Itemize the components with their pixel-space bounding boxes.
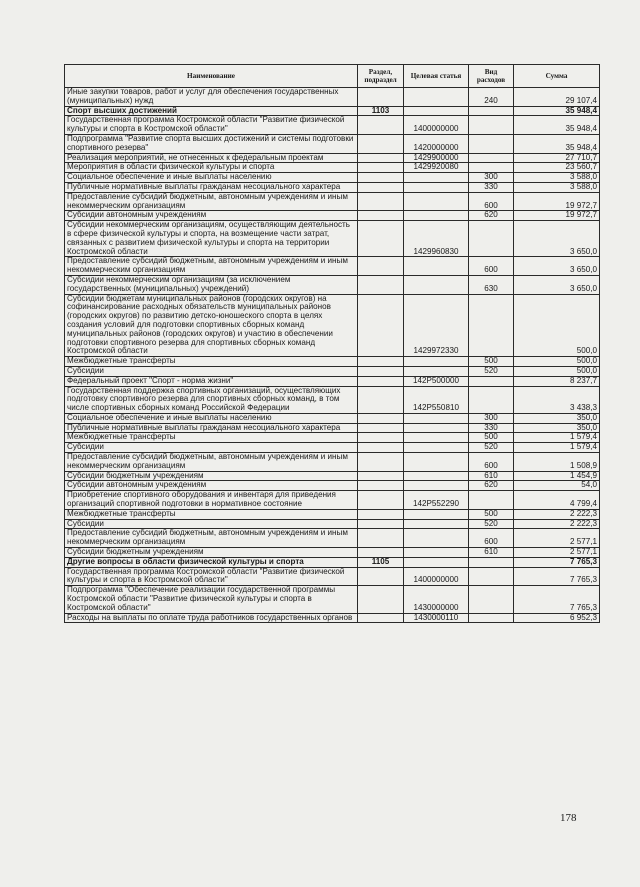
row-name: Субсидии бюджетным учреждениям [65, 548, 358, 558]
header-name: Наименование [65, 65, 358, 88]
row-expense-type: 520 [469, 366, 514, 376]
row-section [358, 453, 404, 472]
row-expense-type: 600 [469, 257, 514, 276]
row-expense-type: 300 [469, 173, 514, 183]
row-section [358, 357, 404, 367]
row-target-article [404, 106, 469, 116]
row-sum: 1 508,9 [514, 453, 600, 472]
row-target-article [404, 357, 469, 367]
row-name: Федеральный проект "Спорт - норма жизни" [65, 376, 358, 386]
table-row [65, 453, 600, 472]
row-section [358, 366, 404, 376]
table-row [65, 294, 600, 357]
row-expense-type [469, 491, 514, 510]
row-target-article [404, 453, 469, 472]
row-sum: 8 237,7 [514, 376, 600, 386]
row-target-article: 1429920080 [404, 163, 469, 173]
header-section: Раздел, подраздел [358, 65, 404, 88]
row-section [358, 192, 404, 211]
row-expense-type: 500 [469, 509, 514, 519]
row-name: Подпрограмма "Развитие спорта высших достижений и системы подготовки спортивного резерва" [65, 134, 358, 153]
row-section [358, 153, 404, 163]
table-row [65, 211, 600, 221]
row-name: Спорт высших достижений [65, 106, 358, 116]
row-section [358, 423, 404, 433]
table-row [65, 173, 600, 183]
row-sum: 2 222,3 [514, 519, 600, 529]
table-row [65, 257, 600, 276]
row-expense-type [469, 221, 514, 257]
row-section [358, 163, 404, 173]
table-row [65, 557, 600, 567]
row-sum: 350,0 [514, 423, 600, 433]
row-section [358, 88, 404, 107]
row-expense-type: 610 [469, 548, 514, 558]
row-target-article [404, 182, 469, 192]
table-row [65, 586, 600, 613]
row-name: Другие вопросы в области физической культуры и спорта [65, 557, 358, 567]
row-expense-type: 600 [469, 192, 514, 211]
row-sum: 350,0 [514, 413, 600, 423]
table-row [65, 163, 600, 173]
row-target-article [404, 423, 469, 433]
row-name: Социальное обеспечение и иные выплаты населению [65, 173, 358, 183]
row-sum: 1 579,4 [514, 443, 600, 453]
row-expense-type: 600 [469, 529, 514, 548]
row-name: Реализация мероприятий, не отнесенных к федеральным проектам [65, 153, 358, 163]
table-row [65, 529, 600, 548]
row-target-article [404, 192, 469, 211]
row-name: Расходы на выплаты по оплате труда работников государственных органов [65, 613, 358, 623]
row-name: Мероприятия в области физической культуры и спорта [65, 163, 358, 173]
table-row [65, 153, 600, 163]
row-name: Публичные нормативные выплаты гражданам несоциального характера [65, 423, 358, 433]
row-name: Предоставление субсидий бюджетным, автономным учреждениям и иным некоммерческим организациям [65, 529, 358, 548]
row-name: Субсидии некоммерческим организациям, осуществляющим деятельность в сфере физической культуры и спорта, на возмещение части затрат, связанных с развитием физической культуры и спорта на территории Костромской области [65, 221, 358, 257]
table-row [65, 613, 600, 623]
table-row [65, 491, 600, 510]
row-sum: 2 577,1 [514, 548, 600, 558]
row-name: Иные закупки товаров, работ и услуг для обеспечения государственных (муниципальных) нужд [65, 88, 358, 107]
row-section [358, 443, 404, 453]
row-expense-type: 300 [469, 413, 514, 423]
row-target-article [404, 211, 469, 221]
row-sum: 3 588,0 [514, 182, 600, 192]
row-expense-type: 500 [469, 357, 514, 367]
row-sum: 35 948,4 [514, 134, 600, 153]
row-target-article: 1429900000 [404, 153, 469, 163]
table-body [65, 88, 600, 623]
table-row [65, 548, 600, 558]
row-name: Субсидии [65, 366, 358, 376]
row-name: Государственная поддержка спортивных организаций, осуществляющих подготовку спортивного резерва для спортивных сборных команд, в том числе спортивных сборных команд Российской Федерации [65, 386, 358, 413]
row-section: 1105 [358, 557, 404, 567]
row-sum: 23 560,7 [514, 163, 600, 173]
row-sum: 29 107,4 [514, 88, 600, 107]
row-expense-type: 630 [469, 275, 514, 294]
table-row [65, 192, 600, 211]
table-row [65, 275, 600, 294]
row-name: Предоставление субсидий бюджетным, автономным учреждениям и иным некоммерческим организациям [65, 192, 358, 211]
row-section [358, 491, 404, 510]
row-sum: 500,0 [514, 357, 600, 367]
row-expense-type [469, 163, 514, 173]
row-target-article [404, 275, 469, 294]
row-sum: 7 765,3 [514, 567, 600, 586]
row-name: Государственная программа Костромской области "Развитие физической культуры и спорта в Костромской области" [65, 567, 358, 586]
row-expense-type: 620 [469, 211, 514, 221]
row-target-article [404, 509, 469, 519]
row-expense-type [469, 376, 514, 386]
table-row [65, 134, 600, 153]
table-row [65, 443, 600, 453]
row-expense-type: 620 [469, 481, 514, 491]
row-section [358, 433, 404, 443]
table-row [65, 509, 600, 519]
row-target-article: 1429960830 [404, 221, 469, 257]
row-sum: 7 765,3 [514, 557, 600, 567]
row-expense-type: 600 [469, 453, 514, 472]
row-expense-type: 330 [469, 182, 514, 192]
table-row [65, 366, 600, 376]
row-target-article [404, 366, 469, 376]
row-expense-type: 610 [469, 471, 514, 481]
row-name: Межбюджетные трансферты [65, 509, 358, 519]
row-sum: 3 650,0 [514, 257, 600, 276]
row-target-article [404, 88, 469, 107]
row-sum: 3 438,3 [514, 386, 600, 413]
row-sum: 500,0 [514, 366, 600, 376]
row-section [358, 275, 404, 294]
row-sum: 35 948,4 [514, 116, 600, 135]
table-row [65, 182, 600, 192]
row-sum: 2 577,1 [514, 529, 600, 548]
table-row [65, 567, 600, 586]
row-target-article [404, 557, 469, 567]
row-name: Субсидии некоммерческим организациям (за исключением государственных (муниципальных) учреждений) [65, 275, 358, 294]
row-target-article: 142P500000 [404, 376, 469, 386]
row-target-article [404, 413, 469, 423]
row-name: Субсидии бюджетам муниципальных районов (городских округов) на софинансирование расходных обязательств муниципальных районов (городских округов) по развитию детско-юношеского спорта в целях создания условий для подготовки спортивных сборных команд муниципальных районов (городских округов) и участию в обеспечении подготовки спортивного резерва для спортивных сборных команд Костромской области [65, 294, 358, 357]
row-target-article: 142P552290 [404, 491, 469, 510]
table-row [65, 519, 600, 529]
table-row [65, 471, 600, 481]
row-name: Приобретение спортивного оборудования и инвентаря для приведения организаций спортивной подготовки в нормативное состояние [65, 491, 358, 510]
table-row [65, 376, 600, 386]
row-sum: 6 952,3 [514, 613, 600, 623]
row-section: 1103 [358, 106, 404, 116]
row-section [358, 211, 404, 221]
table-row [65, 357, 600, 367]
row-target-article [404, 548, 469, 558]
row-section [358, 481, 404, 491]
table-row [65, 423, 600, 433]
table-header-row [65, 65, 600, 88]
page-number: 178 [560, 812, 577, 824]
row-name: Предоставление субсидий бюджетным, автономным учреждениям и иным некоммерческим организациям [65, 453, 358, 472]
row-target-article: 1430000000 [404, 586, 469, 613]
row-expense-type [469, 557, 514, 567]
row-section [358, 116, 404, 135]
table-row [65, 88, 600, 107]
header-sum: Сумма [514, 65, 600, 88]
row-target-article: 1400000000 [404, 116, 469, 135]
row-section [358, 376, 404, 386]
row-sum: 35 948,4 [514, 106, 600, 116]
row-section [358, 509, 404, 519]
row-section [358, 529, 404, 548]
budget-table [64, 64, 600, 623]
row-name: Субсидии [65, 443, 358, 453]
row-section [358, 294, 404, 357]
row-expense-type [469, 153, 514, 163]
row-expense-type [469, 106, 514, 116]
row-name: Публичные нормативные выплаты гражданам несоциального характера [65, 182, 358, 192]
row-expense-type [469, 116, 514, 135]
row-section [358, 257, 404, 276]
row-target-article [404, 173, 469, 183]
table-row [65, 481, 600, 491]
row-target-article: 1430000110 [404, 613, 469, 623]
header-type: Вид расходов [469, 65, 514, 88]
row-name: Государственная программа Костромской области "Развитие физической культуры и спорта в Костромской области" [65, 116, 358, 135]
row-section [358, 471, 404, 481]
row-name: Подпрограмма "Обеспечение реализации государственной программы Костромской области "Развитие физической культуры и спорта в Костромской области" [65, 586, 358, 613]
row-expense-type: 330 [469, 423, 514, 433]
row-sum: 19 972,7 [514, 211, 600, 221]
row-sum: 4 799,4 [514, 491, 600, 510]
row-section [358, 386, 404, 413]
row-sum: 3 650,0 [514, 275, 600, 294]
row-section [358, 567, 404, 586]
table-row [65, 433, 600, 443]
row-expense-type: 520 [469, 443, 514, 453]
row-expense-type [469, 134, 514, 153]
table-row [65, 116, 600, 135]
row-expense-type: 520 [469, 519, 514, 529]
row-name: Межбюджетные трансферты [65, 357, 358, 367]
row-name: Субсидии автономным учреждениям [65, 211, 358, 221]
row-sum: 500,0 [514, 294, 600, 357]
row-sum: 2 222,3 [514, 509, 600, 519]
row-sum: 3 650,0 [514, 221, 600, 257]
row-sum: 19 972,7 [514, 192, 600, 211]
row-expense-type: 240 [469, 88, 514, 107]
row-name: Субсидии [65, 519, 358, 529]
row-sum: 54,0 [514, 481, 600, 491]
row-section [358, 134, 404, 153]
row-sum: 7 765,3 [514, 586, 600, 613]
row-section [358, 519, 404, 529]
row-sum: 1 579,4 [514, 433, 600, 443]
row-target-article [404, 481, 469, 491]
row-target-article [404, 529, 469, 548]
row-expense-type [469, 386, 514, 413]
row-name: Межбюджетные трансферты [65, 433, 358, 443]
row-section [358, 586, 404, 613]
table-row [65, 106, 600, 116]
row-expense-type: 500 [469, 433, 514, 443]
row-name: Субсидии автономным учреждениям [65, 481, 358, 491]
row-name: Социальное обеспечение и иные выплаты населению [65, 413, 358, 423]
row-target-article: 1400000000 [404, 567, 469, 586]
row-sum: 3 588,0 [514, 173, 600, 183]
header-target: Целевая статья [404, 65, 469, 88]
row-section [358, 221, 404, 257]
row-expense-type [469, 294, 514, 357]
row-target-article [404, 519, 469, 529]
table-row [65, 386, 600, 413]
table-row [65, 413, 600, 423]
row-section [358, 173, 404, 183]
row-expense-type [469, 567, 514, 586]
row-name: Субсидии бюджетным учреждениям [65, 471, 358, 481]
row-section [358, 548, 404, 558]
row-expense-type [469, 586, 514, 613]
row-section [358, 413, 404, 423]
row-expense-type [469, 613, 514, 623]
row-target-article [404, 257, 469, 276]
row-sum: 1 454,9 [514, 471, 600, 481]
row-sum: 27 710,7 [514, 153, 600, 163]
row-target-article: 1420000000 [404, 134, 469, 153]
row-section [358, 182, 404, 192]
row-target-article: 1429972330 [404, 294, 469, 357]
row-target-article: 142P550810 [404, 386, 469, 413]
table-row [65, 221, 600, 257]
row-target-article [404, 433, 469, 443]
row-name: Предоставление субсидий бюджетным, автономным учреждениям и иным некоммерческим организациям [65, 257, 358, 276]
row-target-article [404, 443, 469, 453]
row-target-article [404, 471, 469, 481]
row-section [358, 613, 404, 623]
